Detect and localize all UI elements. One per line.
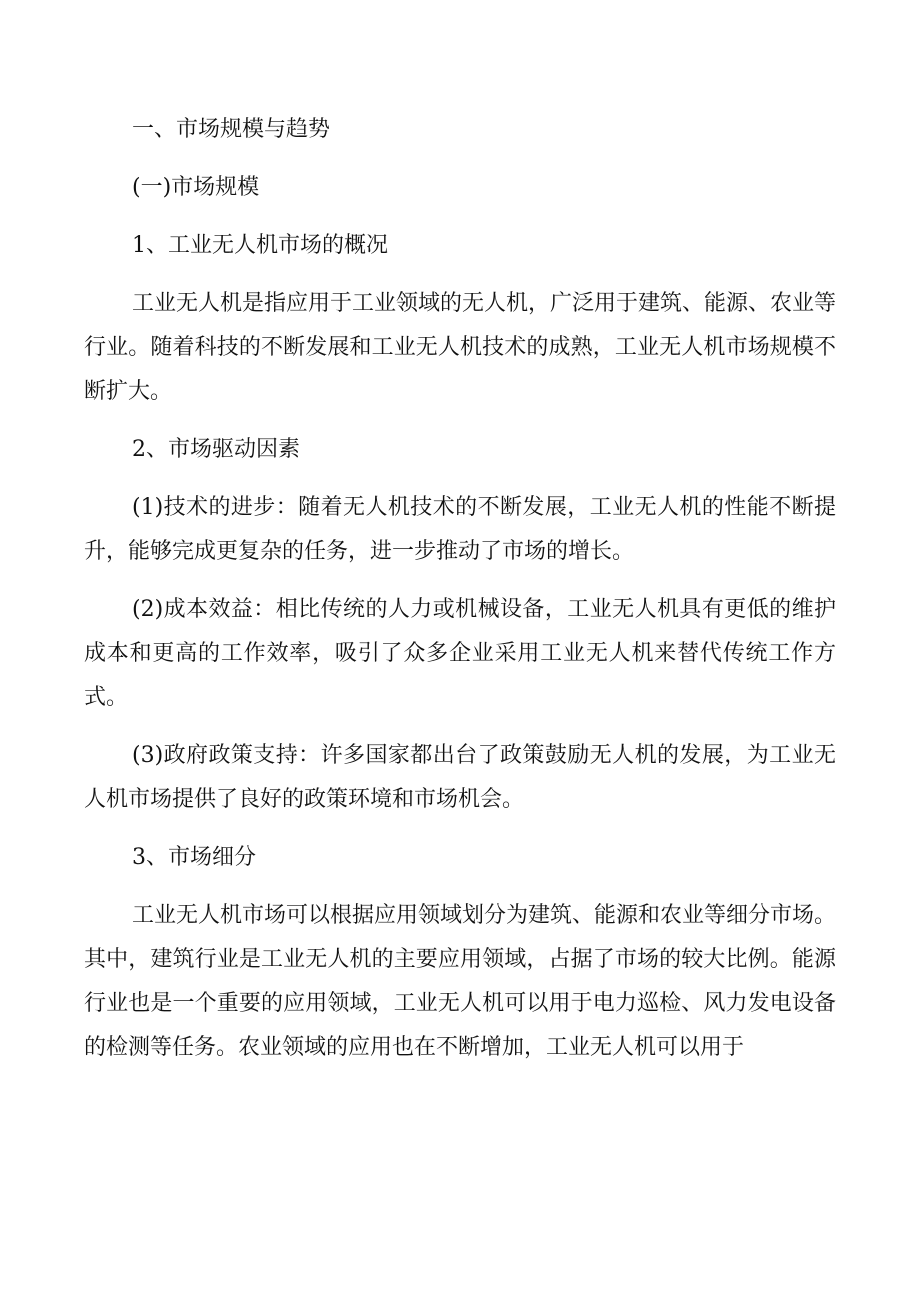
driver-item-2: (2)成本效益：相比传统的人力或机械设备，工业无人机具有更低的维护成本和更高的工作效率，吸引了众多企业采用工业无人机来替代传统工作方式。 <box>84 597 836 710</box>
document-page <box>84 108 836 1084</box>
heading-level-1: 一、市场规模与趋势 <box>132 117 331 142</box>
section-3-title: 3、市场细分 <box>132 845 256 870</box>
section-2-title: 2、市场驱动因素 <box>132 437 300 462</box>
section-1-title: 1、工业无人机市场的概况 <box>132 233 388 258</box>
driver-item-1: (1)技术的进步：随着无人机技术的不断发展，工业无人机的性能不断提升，能够完成更复杂的任务，进一步推动了市场的增长。 <box>84 495 836 564</box>
section-1-paragraph: 工业无人机是指应用于工业领域的无人机，广泛用于建筑、能源、农业等行业。随着科技的不断发展和工业无人机技术的成熟，工业无人机市场规模不断扩大。 <box>84 291 837 404</box>
heading-level-2: (一)市场规模 <box>132 175 260 200</box>
driver-item-3: (3)政府政策支持：许多国家都出台了政策鼓励无人机的发展，为工业无人机市场提供了良好的政策环境和市场机会。 <box>84 743 836 812</box>
section-3-paragraph: 工业无人机市场可以根据应用领域划分为建筑、能源和农业等细分市场。其中，建筑行业是工业无人机的主要应用领域，占据了市场的较大比例。能源行业也是一个重要的应用领域，工业无人机可以用于电力巡检、风力发电设备的检测等任务。农业领域的应用也在不断增加，工业无人机可以用于 <box>84 903 837 1060</box>
